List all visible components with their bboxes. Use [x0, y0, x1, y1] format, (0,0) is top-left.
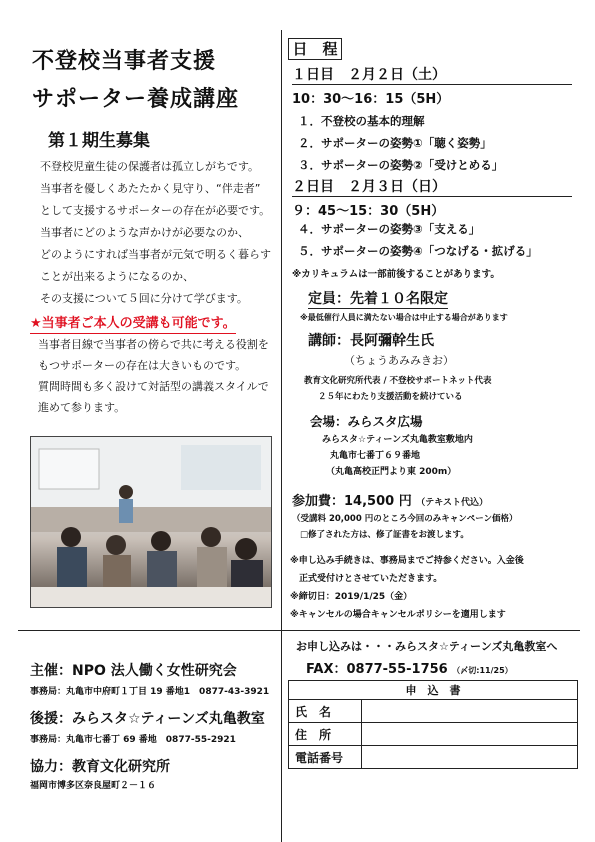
schedule-item: ４．サポーターの姿勢③「支える」 [298, 222, 481, 236]
outro-line: もつサポーターの存在は大きいものです。 [38, 359, 247, 372]
support-address: 事務局：丸亀市七番丁 69 番地 0877-55-2921 [30, 735, 236, 745]
form-field-address[interactable] [362, 723, 578, 746]
fee [292, 490, 488, 509]
venue-label: 会場：みらスタ広場 [310, 414, 423, 429]
form-label-address: 住 所 [289, 723, 362, 746]
fax [306, 658, 513, 677]
apply-instruction: お申し込みは・・・みらスタ☆ティーンズ丸亀教室へ [296, 640, 558, 653]
main-title-line1: 不登校当事者支援 [32, 49, 217, 74]
form-field-name[interactable] [362, 700, 578, 723]
seminar-photo-illustration [31, 437, 271, 607]
intro-line: その支援について５回に分けて学びます。 [40, 292, 248, 305]
fee-amount: 参加費：14,500 円 [292, 494, 412, 509]
outro-line: 質問時間も多く設けて対話型の講義スタイルで [38, 380, 269, 393]
highlight-notice: ★当事者ご本人の受講も可能です。 [30, 312, 236, 334]
lecturer-name: 講師：長阿彌幹生氏 [308, 333, 434, 349]
intro-line: として支援するサポーターの存在が必要です。 [40, 204, 271, 217]
coop-org: 協力：教育文化研究所 [30, 759, 170, 775]
venue-line3: （丸亀高校正門より東 200m） [326, 467, 457, 477]
intro-line: 当事者にどのような声かけが必要なのか、 [40, 226, 249, 239]
outro-text [38, 338, 269, 415]
note-line: ※締切日：2019/1/25（金） [290, 592, 413, 602]
intro-line: どのようにすれば当事者が元気で明るく暮らす [40, 248, 271, 261]
outro-line: 当事者目線で当事者の傍らで共に考える役割を [38, 338, 269, 351]
form-label-name: 氏 名 [289, 700, 362, 723]
fee-note: （テキスト代込） [416, 498, 489, 508]
seminar-photo [30, 436, 272, 608]
fee-certificate: □修了された方は、修了証書をお渡します。 [300, 530, 469, 540]
day2-items [298, 218, 538, 262]
schedule-item: ５．サポーターの姿勢④「つなげる・拡げる」 [298, 244, 538, 258]
fax-deadline: （〆切:11/25） [452, 666, 513, 675]
lecturer-desc1: 教育文化研究所代表 / 不登校サポートネット代表 [304, 376, 492, 386]
note-line: 正式受付けとさせていただきます。 [290, 574, 443, 584]
day1-time: 10：30～16：15（5H） [292, 92, 450, 107]
schedule-item: ３．サポーターの姿勢②「受けとめる」 [298, 158, 504, 172]
venue-line2: 丸亀市七番丁６９番地 [330, 451, 421, 461]
form-title: 申 込 書 [289, 681, 578, 700]
fee-campaign: （受講料 20,000 円のところ今回のみキャンペーン価格） [292, 514, 518, 524]
schedule-item: １．不登校の基本的理解 [298, 114, 425, 128]
form-label-phone: 電話番号 [289, 746, 362, 769]
footer-column-divider [281, 630, 282, 842]
recruit-subtitle: 第１期生募集 [48, 131, 150, 151]
venue-line1: みらスタ☆ティーンズ丸亀教室敷地内 [322, 435, 473, 445]
intro-line: ことが出来るようになるのか、 [40, 270, 194, 283]
capacity-note: ※最低催行人員に満たない場合は中止する場合があります [300, 313, 508, 322]
day2-time: ９：45～15：30（5H） [292, 204, 445, 219]
support-org: 後援：みらスタ☆ティーンズ丸亀教室 [30, 711, 265, 727]
intro-line: 不登校児童生徒の保護者は孤立しがちです。 [40, 160, 260, 173]
capacity: 定員：先着１０名限定 [308, 288, 448, 309]
day1-heading: １日目 ２月２日（土） [292, 64, 572, 85]
intro-line: 当事者を優しくあたたかく見守り、“伴走者” [40, 182, 261, 195]
note-line: ※キャンセルの場合キャンセルポリシーを適用します [290, 610, 506, 620]
day2-heading: ２日目 ２月３日（日） [292, 176, 572, 197]
form-field-phone[interactable] [362, 746, 578, 769]
schedule-item: ２．サポーターの姿勢①「聴く姿勢」 [298, 136, 492, 150]
footer-divider [18, 630, 580, 631]
host-address: 事務局：丸亀市中府町１丁目 19 番地1 0877-43-3921 [30, 687, 270, 697]
coop-address: 福岡市博多区奈良屋町２－１６ [30, 781, 157, 791]
lecturer-desc2: ２５年にわたり支援活動を続けている [318, 392, 463, 402]
lecturer-kana: （ちょうあみみきお） [344, 354, 454, 367]
intro-text [40, 160, 271, 306]
application-form [288, 680, 578, 769]
fax-number: FAX：0877-55-1756 [306, 662, 448, 677]
day1-items [298, 110, 503, 176]
application-notes [290, 552, 524, 624]
column-divider [281, 30, 282, 630]
note-line: ※申し込み手続きは、事務局までご持参ください。入金後 [290, 556, 524, 566]
host-org: 主催：NPO 法人働く女性研究会 [30, 663, 237, 679]
schedule-label: 日 程 [288, 38, 342, 60]
outro-line: 進めて参ります。 [38, 401, 126, 414]
main-title-line2: サポーター養成講座 [32, 87, 240, 112]
curriculum-note: ※カリキュラムは一部前後することがあります。 [292, 269, 500, 280]
